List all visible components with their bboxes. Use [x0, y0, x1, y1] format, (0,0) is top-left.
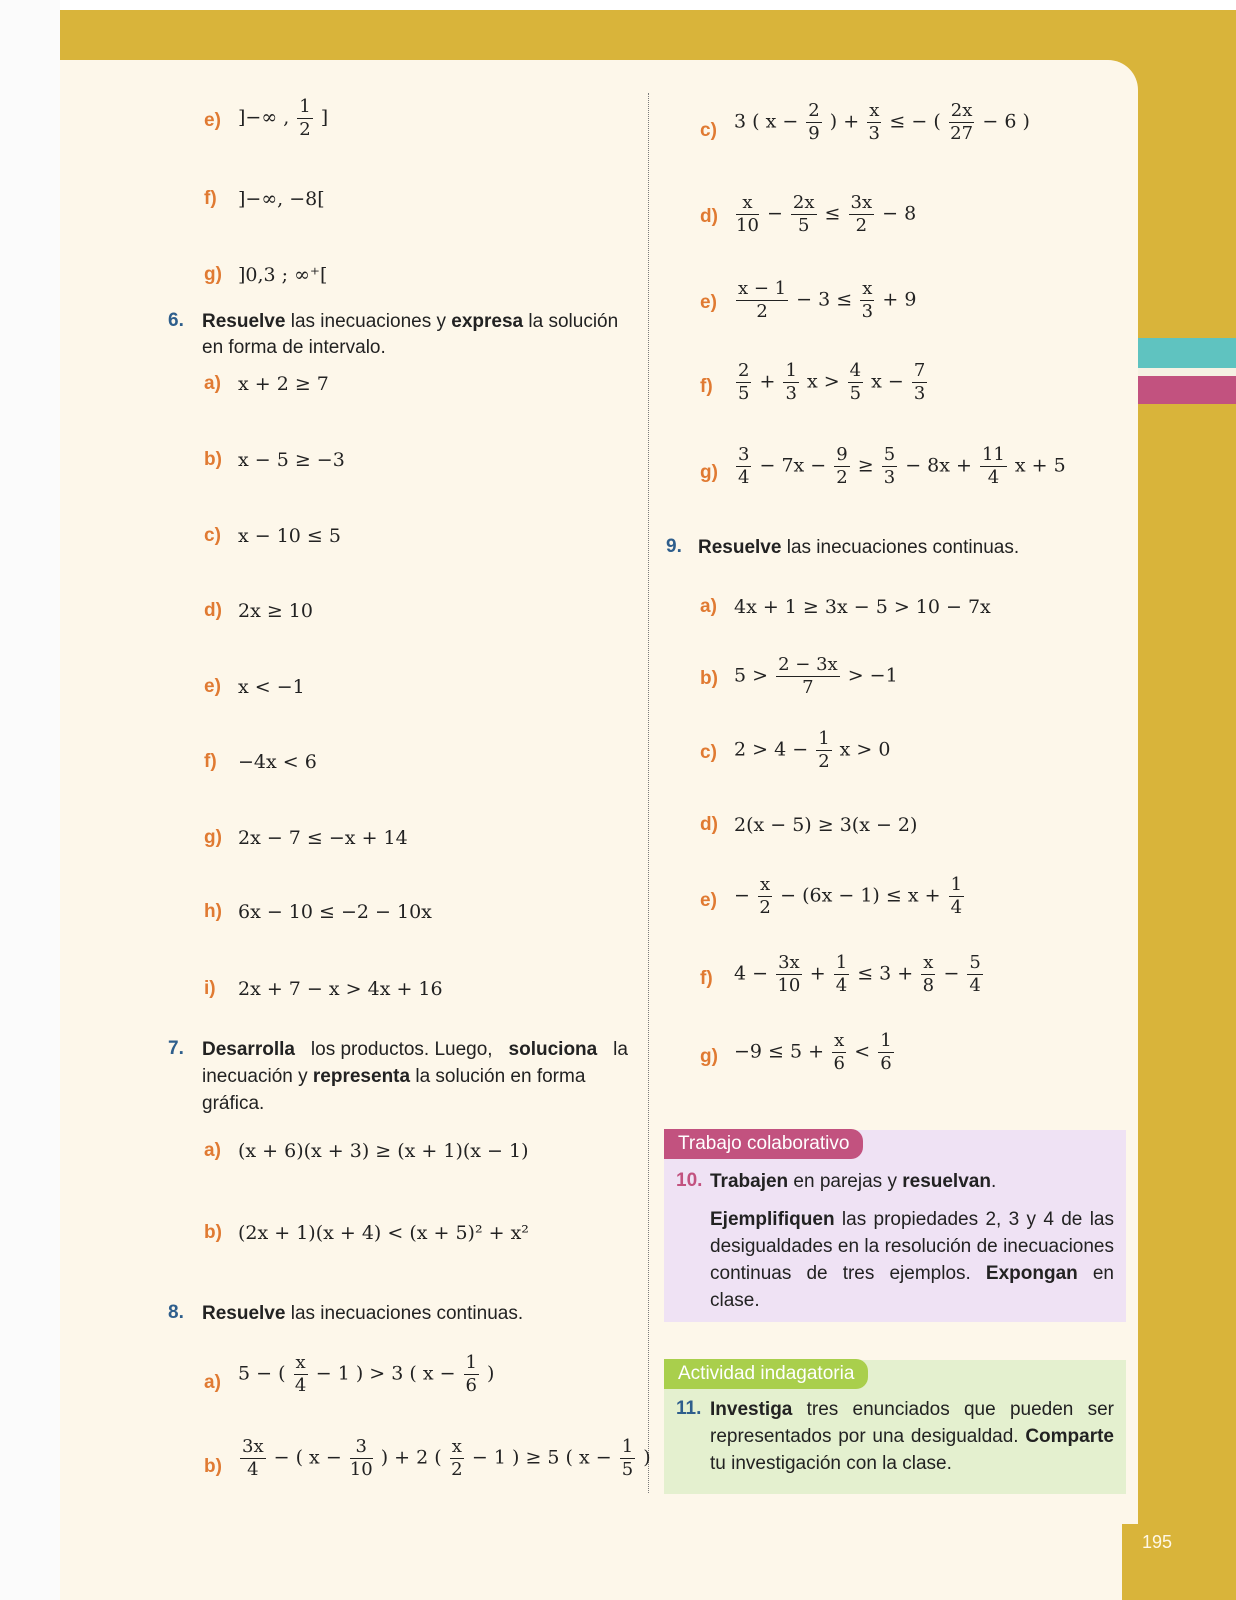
q5f-expr: ]−∞, −8[ — [238, 188, 325, 210]
item-label: g) — [204, 827, 222, 848]
q6e-expr: x < −1 — [238, 676, 305, 698]
item-label: d) — [204, 600, 222, 621]
item-label: c) — [700, 120, 717, 141]
item-label: f) — [204, 751, 217, 772]
q10-body: Ejemplifiquen las propiedades 2, 3 y 4 de las desigualdades en la resolución de inecuaciones continuas de tres ejemplos. Expongan en clase. — [710, 1209, 1114, 1311]
question-number: 9. — [666, 536, 682, 557]
item-label: a) — [204, 373, 221, 394]
question-number: 6. — [168, 310, 184, 331]
page-number-box — [1122, 1524, 1236, 1600]
q6h-expr: 6x − 10 ≤ −2 − 10x — [238, 901, 432, 923]
q8-statement: Resuelve las inecuaciones continuas. — [202, 1303, 524, 1324]
item-label: g) — [204, 264, 222, 285]
q7a-expr: (x + 6)(x + 3) ≥ (x + 1)(x − 1) — [238, 1140, 529, 1162]
question-number: 10. — [676, 1170, 703, 1191]
q9d-expr: 2(x − 5) ≥ 3(x − 2) — [734, 814, 918, 836]
q6d-expr: 2x ≥ 10 — [238, 600, 313, 622]
item-label: g) — [700, 1046, 718, 1067]
page-number: 195 — [1142, 1532, 1173, 1552]
q9c-expr: 2 > 4 − $\frac{1}{2}$ x > 0 — [734, 728, 891, 772]
item-label: f) — [204, 188, 217, 209]
q7-statement-line3: gráfica. — [202, 1093, 265, 1114]
q6-statement: Resuelve las inecuaciones y expresa la solución — [202, 311, 619, 332]
q8f-expr: $\frac{2}{5}$ + $\frac{1}{3}$ x > $\frac{4}{5}$ x − $\frac{7}{3}$ — [738, 360, 926, 404]
item-label: f) — [700, 968, 713, 989]
question-number: 11. — [676, 1398, 702, 1419]
collaborative-box-header: Trabajo colaborativo — [664, 1129, 863, 1159]
q6a-expr: x + 2 ≥ 7 — [238, 373, 329, 395]
item-label: h) — [204, 901, 222, 922]
teal-side-tab — [1138, 338, 1236, 368]
q7-statement: Desarrolla los productos. Luego, soluciona la — [202, 1039, 628, 1060]
item-label: e) — [700, 890, 717, 911]
q6-statement-line2: en forma de intervalo. — [202, 337, 386, 358]
item-label: b) — [700, 668, 718, 689]
item-label: f) — [700, 376, 713, 397]
item-label: i) — [204, 978, 216, 999]
q9e-expr: − $\frac{x}{2}$ − (6x − 1) ≤ x + $\frac{1}{4}$ — [734, 874, 963, 918]
page-binding-margin — [0, 0, 60, 1600]
column-divider — [648, 93, 649, 1493]
item-label: b) — [204, 449, 222, 470]
item-label: a) — [204, 1140, 221, 1161]
q11-body: Investiga tres enunciados que pueden ser representados por una desigualdad. Comparte tu investigación con la clase. — [710, 1399, 1114, 1474]
q6c-expr: x − 10 ≤ 5 — [238, 525, 341, 547]
item-label: b) — [204, 1456, 222, 1477]
q5g-expr: ]0,3 ; ∞⁺[ — [238, 264, 328, 286]
item-label: e) — [204, 110, 221, 131]
item-label: a) — [204, 1372, 221, 1393]
q6g-expr: 2x − 7 ≤ −x + 14 — [238, 827, 408, 849]
item-label: b) — [204, 1222, 222, 1243]
question-number: 8. — [168, 1302, 184, 1323]
q10-statement: Trabajen en parejas y resuelvan. — [710, 1171, 997, 1192]
q8a-expr: 5 − ( $\frac{x}{4}$ − 1 ) > 3 ( x − $\frac{1}{6}$ ) — [238, 1352, 495, 1396]
q6i-expr: 2x + 7 − x > 4x + 16 — [238, 978, 443, 1000]
q6b-expr: x − 5 ≥ −3 — [238, 449, 345, 471]
q8b-expr: $\frac{3x}{4}$ − ( x − $\frac{3}{10}$ ) + 2 ( $\frac{x}{2}$ − 1 ) ≥ 5 ( x − $\frac{1}{5}$ ) — [242, 1436, 651, 1480]
inquiry-box-header: Actividad indagatoria — [664, 1359, 868, 1389]
q9f-expr: 4 − $\frac{3x}{10}$ + $\frac{1}{4}$ ≤ 3 + $\frac{x}{8}$ − $\frac{5}{4}$ — [734, 952, 981, 996]
item-label: d) — [700, 206, 718, 227]
q7b-expr: (2x + 1)(x + 4) < (x + 5)² + x² — [238, 1222, 529, 1244]
item-label: c) — [204, 525, 221, 546]
q8g-expr: $\frac{3}{4}$ − 7x − $\frac{9}{2}$ ≥ $\frac{5}{3}$ − 8x + $\frac{11}{4}$ x + 5 — [738, 444, 1066, 488]
q9b-expr: 5 > $\frac{2 - 3x}{7}$ > −1 — [734, 654, 898, 698]
q5e-expr: ]−∞ , $\frac{1}{2}$ ] — [238, 96, 329, 140]
q9a-expr: 4x + 1 ≥ 3x − 5 > 10 − 7x — [734, 596, 991, 618]
magenta-side-tab — [1138, 376, 1236, 404]
q6f-expr: −4x < 6 — [238, 751, 317, 773]
question-number: 7. — [168, 1038, 184, 1059]
item-label: c) — [700, 742, 717, 763]
item-label: d) — [700, 814, 718, 835]
q9g-expr: −9 ≤ 5 + $\frac{x}{6}$ < $\frac{1}{6}$ — [734, 1030, 892, 1074]
item-label: g) — [700, 462, 718, 483]
q8d-expr: $\frac{x}{10}$ − $\frac{2x}{5}$ ≤ $\frac{3x}{2}$ − 8 — [736, 192, 917, 236]
item-label: a) — [700, 596, 717, 617]
item-label: e) — [204, 676, 221, 697]
q8e-expr: $\frac{x - 1}{2}$ − 3 ≤ $\frac{x}{3}$ + 9 — [738, 278, 917, 322]
q8c-expr: 3 ( x − $\frac{2}{9}$ ) + $\frac{x}{3}$ ≤ − ( $\frac{2x}{27}$ − 6 ) — [734, 100, 1030, 144]
q9-statement: Resuelve las inecuaciones continuas. — [698, 537, 1020, 558]
item-label: e) — [700, 292, 717, 313]
q7-statement-line2: inecuación y representa la solución en forma — [202, 1066, 586, 1087]
